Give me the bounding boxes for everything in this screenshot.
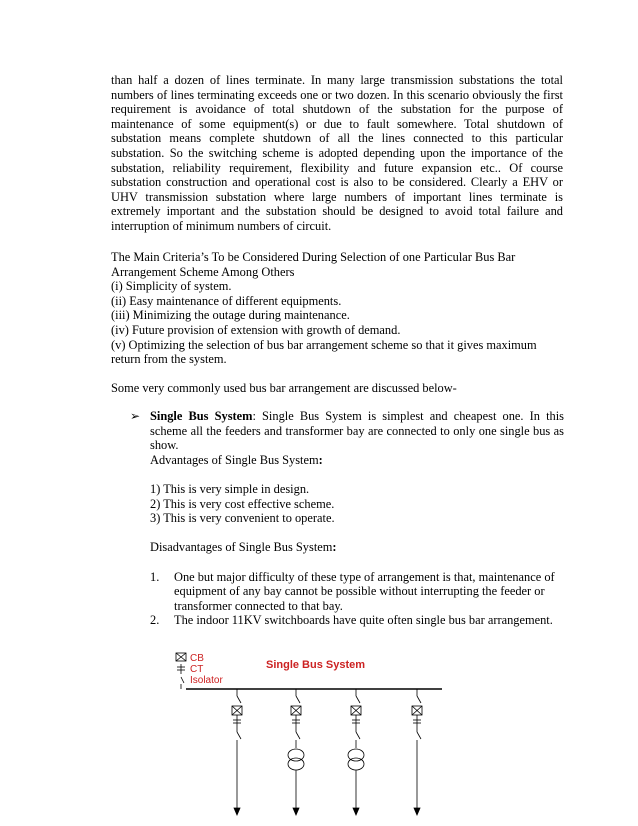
single-bus-section [130, 409, 564, 628]
criteria-item: (i) Simplicity of system. [111, 279, 232, 294]
criteria-item: return from the system. [111, 352, 227, 367]
advantage-item: 3) This is very convenient to operate. [150, 511, 335, 526]
arrow-bullet-icon: ➢ [130, 409, 141, 423]
legend-cb-label: CB [190, 653, 204, 664]
disadvantages-list [150, 570, 564, 628]
criteria-heading-line2: Arrangement Scheme Among Others [111, 264, 295, 279]
single-bus-diagram [170, 648, 470, 818]
disadvantages-heading-text: Disadvantages of Single Bus System [150, 540, 333, 555]
advantage-item: 1) This is very simple in design. [150, 481, 310, 496]
criteria-item: (iv) Future provision of extension with growth of demand. [111, 322, 401, 337]
single-bus-text: : Single Bus System is simplest and cheapest one. In this scheme all the feeders and transformer bay are connected to only one single bus as show. [150, 409, 564, 453]
transformer-bay-1 [288, 689, 304, 815]
single-bus-title: Single Bus System [150, 409, 253, 423]
transformer-bay-2 [348, 689, 364, 815]
advantage-item: 2) This is very cost effective scheme. [150, 496, 335, 511]
disadvantage-text: One but major difficulty of these type of arrangement is that, maintenance of equipment of any bay cannot be possible without interrupting the feeder or transformer connected to that bay. [174, 569, 555, 613]
disadvantage-item [150, 613, 564, 628]
legend-cb-symbol [176, 653, 186, 661]
advantages-heading-text: Advantages of Single Bus System [150, 452, 319, 467]
criteria-item: (iii) Minimizing the outage during maintenance. [111, 308, 350, 323]
intro-text: than half a dozen of lines terminate. In many large transmission substations the total numbers of lines terminating exceeds one or two dozen. In this scenario obviously the first requirement is avoidance of total shutdown of the substation for the purpose of maintenance of some equipment(s) or due to fault somewhere. Total shutdown of substation means complete shutdown of all the lines connected to this particular substation. So the switching scheme is adopted depending upon the importance of the substation, reliability requirement, flexibility and future expansion etc.. Of course substation construction and operational cost is also to be considered. Clearly a EHV or UHV transmission substation where large numbers of important lines terminate is extremely important and the substation should be designed to avoid total failure and interruption of minimum numbers of circuit. [111, 73, 563, 233]
criteria-heading-line1: The Main Criteria’s To be Considered During Selection of one Particular Bus Bar [111, 250, 516, 264]
criteria-item: (v) Optimizing the selection of bus bar arrangement scheme so that it gives maximum [111, 337, 537, 352]
legend-isolator-symbol [181, 677, 184, 689]
disadvantage-number: 1. [150, 569, 160, 584]
disadvantages-colon: : [332, 540, 337, 555]
intro-paragraph [111, 73, 563, 234]
disadvantage-number: 2. [150, 613, 160, 628]
single-bus-description [150, 409, 564, 453]
diagram-title: Single Bus System [266, 659, 366, 671]
legend-ct-symbol [177, 664, 185, 674]
legend-ct-label: CT [190, 664, 204, 675]
disadvantage-text: The indoor 11KV switchboards have quite often single bus bar arrangement. [174, 613, 553, 628]
feeder-bay-1 [232, 689, 242, 815]
advantages-heading [150, 453, 564, 468]
criteria-section [111, 250, 563, 367]
feeder-bay-2 [412, 689, 422, 815]
disadvantages-heading [150, 540, 564, 555]
criteria-item: (ii) Easy maintenance of different equipments. [111, 293, 342, 308]
arrangements-intro: Some very commonly used bus bar arrangement are discussed below- [111, 381, 457, 395]
advantages-colon: : [318, 452, 323, 467]
legend-isolator-label: Isolator [190, 675, 223, 686]
disadvantage-item [150, 570, 564, 614]
